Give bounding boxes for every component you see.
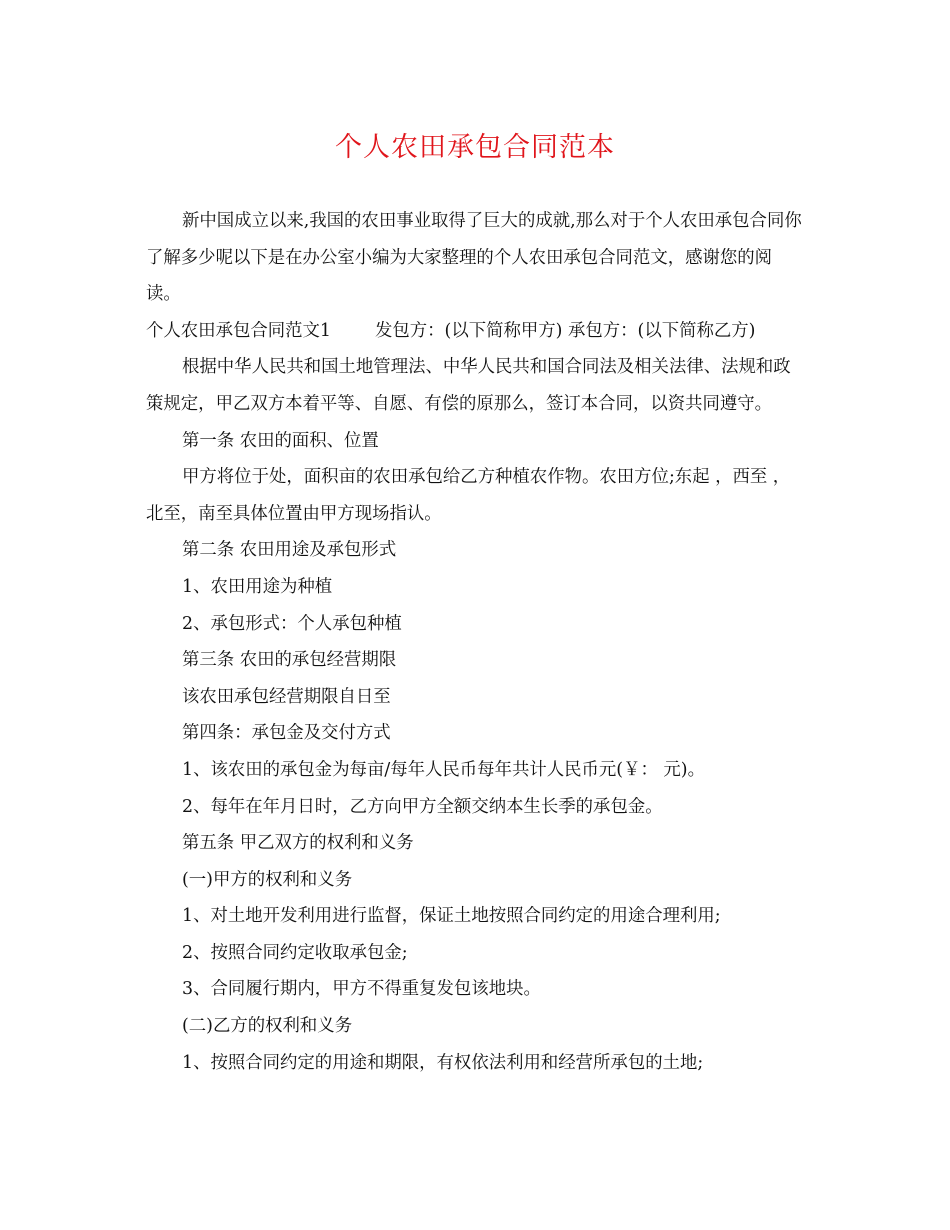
document-body bbox=[146, 203, 804, 1081]
party-b-item-1: 1、按照合同约定的用途和期限，有权依法利用和经营所承包的土地; bbox=[182, 1052, 704, 1073]
article-2-heading: 第二条 农田用途及承包形式 bbox=[182, 540, 397, 561]
article-1-heading: 第一条 农田的面积、位置 bbox=[182, 430, 379, 451]
party-a-item-1: 1、对土地开发利用进行监督，保证土地按照合同约定的用途合理利用; bbox=[182, 906, 721, 927]
sample-heading: 个人农田承包合同范文1 bbox=[146, 320, 331, 341]
party-a-subheading: (一)甲方的权利和义务 bbox=[182, 869, 353, 890]
article-4-item-2: 2、每年在年月日时，乙方向甲方全额交纳本生长季的承包金。 bbox=[182, 796, 663, 817]
article-2-item-2: 2、承包形式：个人承包种植 bbox=[182, 613, 402, 634]
article-1-text: 甲方将位于处，面积亩的农田承包给乙方种植农作物。农田方位;东起 ，西至 ，北至，南至具体位置由甲方现场指认。 bbox=[146, 467, 791, 524]
party-a-item-2: 2、按照合同约定收取承包金; bbox=[182, 942, 408, 963]
article-3-heading: 第三条 农田的承包经营期限 bbox=[182, 650, 397, 671]
party-b-subheading: (二)乙方的权利和义务 bbox=[182, 1016, 353, 1037]
party-line: 发包方：(以下简称甲方) 承包方：(以下简称乙方) bbox=[374, 320, 756, 341]
sample-heading-line bbox=[146, 313, 804, 350]
article-3-text: 该农田承包经营期限自日至 bbox=[182, 686, 391, 707]
document-title: 个人农田承包合同范本 bbox=[335, 132, 615, 163]
article-5-heading: 第五条 甲乙双方的权利和义务 bbox=[182, 833, 414, 854]
article-2-item-1: 1、农田用途为种植 bbox=[182, 576, 333, 597]
article-4-heading: 第四条：承包金及交付方式 bbox=[182, 723, 391, 744]
article-4-item-1: 1、该农田的承包金为每亩/每年人民币每年共计人民币元(￥： 元)。 bbox=[182, 759, 705, 780]
intro-paragraph: 新中国成立以来,我国的农田事业取得了巨大的成就,那么对于个人农田承包合同你了解多少呢以下是在办公室小编为大家整理的个人农田承包合同范文，感谢您的阅读。 bbox=[146, 211, 802, 305]
preamble-paragraph: 根据中华人民共和国土地管理法、中华人民共和国合同法及相关法律、法规和政策规定，甲乙双方本着平等、自愿、有偿的原那么，签订本合同，以资共同遵守。 bbox=[146, 357, 791, 414]
party-a-item-3: 3、合同履行期内，甲方不得重复发包该地块。 bbox=[182, 979, 541, 1000]
